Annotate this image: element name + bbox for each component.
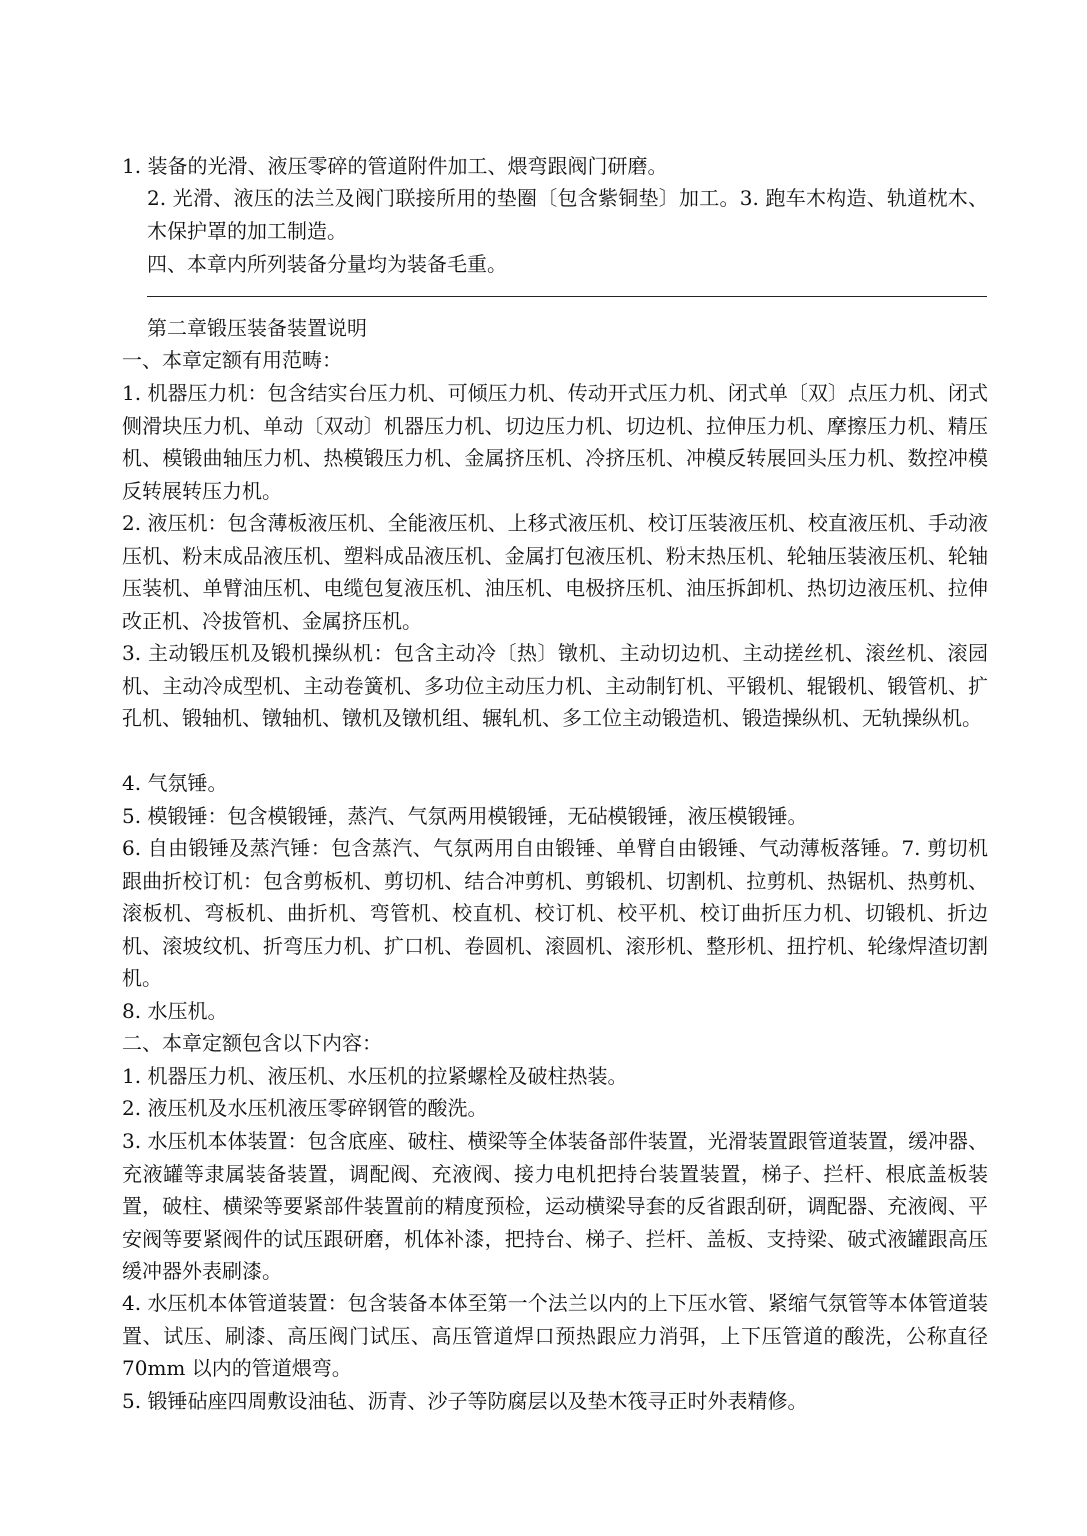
list-item: 3. 主动锻压机及锻机操纵机：包含主动冷〔热〕镦机、主动切边机、主动搓丝机、滚丝机、滚园机、主动冷成型机、主动卷簧机、多功位主动压力机、主动制钉机、平锻机、辊锻机、锻管机、扩孔机、锻轴机、镦轴机、镦机及镦机组、辗轧机、多工位主动锻造机、锻造操纵机、无轨操纵机。 [122,641,988,730]
list-item: 1. 机器压力机、液压机、水压机的拉紧螺栓及破柱热装。 [122,1064,628,1088]
list-item: 2. 液压机及水压机液压零碎钢管的酸洗。 [122,1096,488,1120]
chapter-title: 第二章锻压装备装置说明 [147,316,367,340]
paragraph: 四、本章内所列装备分量均为装备毛重。 [147,252,507,276]
list-item: 5. 模锻锤：包含模锻锤，蒸汽、气氛两用模锻锤，无砧模锻锤，液压模锻锤。 [122,804,808,828]
list-item: 5. 锻锤砧座四周敷设油毡、沥青、沙子等防腐层以及垫木筏寻正时外表精修。 [122,1389,808,1413]
paragraph: 2. 光滑、液压的法兰及阀门联接所用的垫圈〔包含紫铜垫〕加工。3. 跑车木构造、轨道枕木、木保护罩的加工制造。 [147,186,988,243]
horizontal-divider [147,296,987,297]
paragraph: 1. 装备的光滑、液压零碎的管道附件加工、煨弯跟阀门研磨。 [122,154,668,178]
list-item: 3. 水压机本体装置：包含底座、破柱、横梁等全体装备部件装置，光滑装置跟管道装置，缓冲器、充液罐等隶属装备装置，调配阀、充液阀、接力电机把持台装置装置，梯子、拦杆、根底盖板装置，破柱、横梁等要紧部件装置前的精度预检，运动横梁导套的反省跟刮研，调配器、充液阀、平安阀等要紧阀件的试压跟研磨，机体补漆，把持台、梯子、拦杆、盖板、支持梁、破式液罐跟高压缓冲器外表刷漆。 [122,1129,988,1283]
list-item: 8. 水压机。 [122,999,228,1023]
section-heading: 一、本章定额有用范畴： [122,348,342,372]
list-item: 4. 气氛锤。 [122,771,228,795]
list-item: 2. 液压机：包含薄板液压机、全能液压机、上移式液压机、校订压装液压机、校直液压机、手动液压机、粉末成品液压机、塑料成品液压机、金属打包液压机、粉末热压机、轮轴压装液压机、轮轴压装机、单臂油压机、电缆包复液压机、油压机、电极挤压机、油压拆卸机、热切边液压机、拉伸改正机、冷拔管机、金属挤压机。 [122,511,988,633]
list-item: 6. 自由锻锤及蒸汽锤：包含蒸汽、气氛两用自由锻锤、单臂自由锻锤、气动薄板落锤。7. 剪切机跟曲折校订机：包含剪板机、剪切机、结合冲剪机、剪锻机、切割机、拉剪机、热锯机、热剪机、滚板机、弯板机、曲折机、弯管机、校直机、校订机、校平机、校订曲折压力机、切锻机、折边机、滚坡纹机、折弯压力机、扩口机、卷圆机、滚圆机、滚形机、整形机、扭拧机、轮缘焊渣切割机。 [122,836,988,990]
list-item: 4. 水压机本体管道装置：包含装备本体至第一个法兰以内的上下压水管、紧缩气氛管等本体管道装置、试压、刷漆、高压阀门试压、高压管道焊口预热跟应力消弭，上下压管道的酸洗，公称直径 70mm 以内的管道煨弯。 [122,1291,988,1380]
list-item: 1. 机器压力机：包含结实台压力机、可倾压力机、传动开式压力机、闭式单〔双〕点压力机、闭式侧滑块压力机、单动〔双动〕机器压力机、切边压力机、切边机、拉伸压力机、摩擦压力机、精压机、模锻曲轴压力机、热模锻压力机、金属挤压机、冷挤压机、冲模反转展回头压力机、数控冲模反转展转压力机。 [122,381,988,503]
section-heading: 二、本章定额包含以下内容： [122,1031,382,1055]
